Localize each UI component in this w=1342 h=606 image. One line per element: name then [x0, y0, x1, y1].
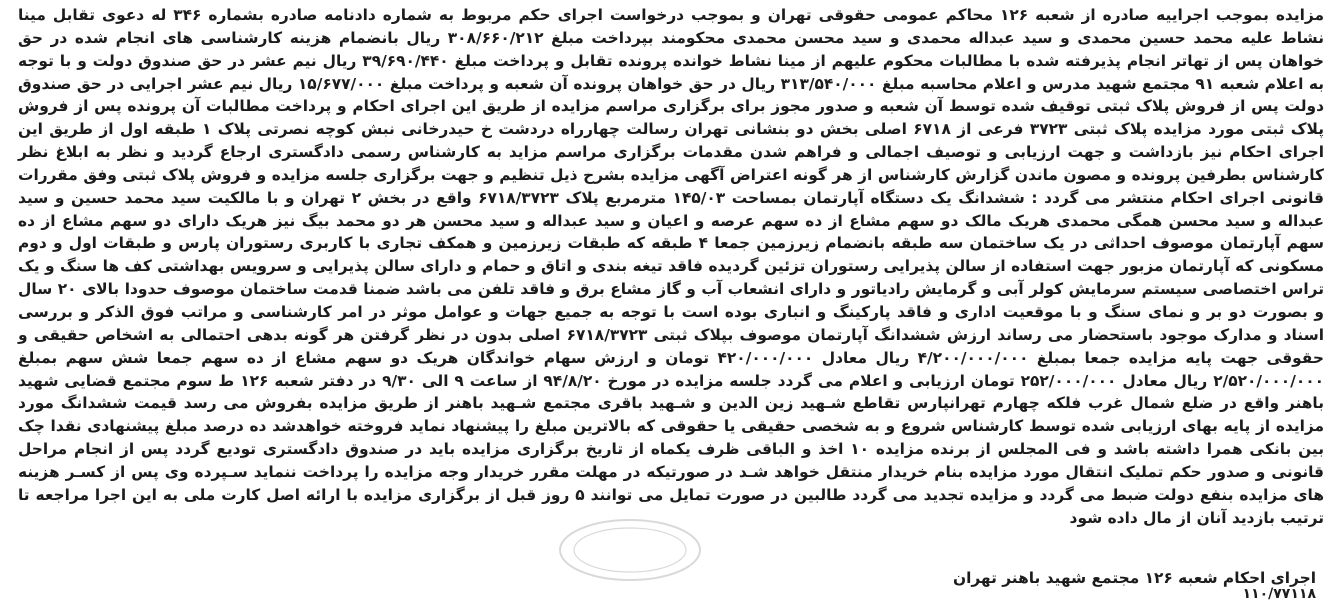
notice-body-text: مزایده بموجب اجراییه صادره از شعبه ۱۲۶ محاکم عمومی حقوقی تهران و بموجب درخواست اجرای حکم مربوط به شماره دادنامه صادره بشماره ۳۴۶ له دعوی تقابل مینا نشاط علیه محمد حسین محمدی و سید عبداله محمدی و سید محسن محمدی محکومند بپرداخت مبلغ ۳۰۸/۶۶۰/۲۱۲ ریال بانضمام هزینه کارشناسی های انجام شده در حق خواهان پس از تهاتر انجام پذیرفته شده با مطالبات محکوم علیهم از مینا نشاط خوانده پرونده تقابل و پرداخت مبلغ ۳۹/۶۹۰/۴۴۰ ریال نیم عشر در حق صندوق دولت و با توجه به اعلام شعبه ۹۱ مجتمع شهید مدرس و اعلام محاسبه مبلغ ۳۱۳/۵۴۰/۰۰۰ ریال در حق خواهان پرونده آن شعبه و پرداخت مبلغ ۱۵/۶۷۷/۰۰۰ ریال نیم عشر اجرایی در حق صندوق دولت پس از فروش پلاک ثبتی توقیف شده توسط آن شعبه و صدور مجوز برای برگزاری مراسم مزایده از طریق این اجرای احکام و پرداخت مطالبات آن پرونده پس از فروش پلاک ثبتی مورد مزایده پلاک ثبتی ۳۷۲۳ فرعی از ۶۷۱۸ اصلی بخش دو بنشانی تهران رسالت چهارراه دردشت خ حیدرخانی نبش کوچه نصرتی پلاک ۱ طبقه اول از طریق این اجرای احکام نیز بازداشت و جهت ارزیابی و توصیف اجمالی و فراهم شدن مقدمات برگزاری مراسم مزاید به کارشناس رسمی دادگستری ارجاع گردید و نظر به ابلاغ نظر کارشناس بطرفین پرونده و مصون ماندن گزارش کارشناس از هر گونه اعتراض آگهی مزایده بشرح ذیل تنظیم و جهت برگزاری جلسه مزایده و فروش پلاک ثبتی وفق مقررات قانونی اجرای احکام منتشر می گردد : ششدانگ یک دستگاه آپارتمان بمساحت ۱۴۵/۰۳ مترمربع پلاک ۶۷۱۸/۳۷۲۳ واقع در بخش ۲ تهران و با مالکیت سید محمد حسین و سید عبداله و سید محسن همگی محمدی هریک مالک دو سهم مشاع از ده سهم عرصه و اعیان و سید عبداله و سید محسن هر دو محمد بیگ نیز هریک دارای دو سهم مشاع از ده سهم آپارتمان موصوف احداثی در یک ساختمان سه طبقه بانضمام زیرزمین جمعا ۴ طبقه که طبقات زیرزمین و همکف تجاری با کاربری رستوران پارس و طبقات اول و دوم مسکونی که آپارتمان مزبور جهت استفاده از سالن پذیرایی رستوران تزئین گردیده فاقد تیغه بندی و اتاق و حمام و دارای سالن پذیرایی و سرویس بهداشتی کف ها سنگ و یک تراس اختصاصی سیستم سرمایش کولر آبی و گرمایش رادیاتور و دارای انشعاب آب و گاز مشاع برق و فاقد تلفن می باشد ضمنا قدمت ساختمان موصوف حدودا بالای ۲۰ سال و بصورت دو بر و نمای سنگ و با موقعیت اداری و فاقد پارکینگ و انباری بوده است با توجه به جمیع جهات و عوامل موثر در امر کارشناسی و مراتب فوق الذکر و بررسی اسناد و مدارک موجود باستحضار می رساند ارزش ششدانگ آپارتمان موصوف بپلاک ثبتی ۶۷۱۸/۳۷۲۳ اصلی بدون در نظر گرفتن هر گونه بدهی احتمالی به اشخاص حقیقی و حقوقی جهت پایه مزایده جمعا بمبلغ ۴/۲۰۰/۰۰۰/۰۰۰ ریال معادل ۴۲۰/۰۰۰/۰۰۰ تومان و ارزش سهام خواندگان هریک دو سهم مشاع از ده سهم جمعا شش سهم بمبلغ ۲/۵۲۰/۰۰۰/۰۰۰ ریال معادل ۲۵۲/۰۰۰/۰۰۰ تومان ارزیابی و اعلام می گردد جلسه مزایده در مورخ ۹۴/۸/۲۰ از ساعت ۹ الی ۹/۳۰ در دفتر شعبه ۱۲۶ ط سوم مجتمع قضایی شهید باهنر واقع در ضلع شمال غرب فلکه چهارم تهرانپارس تقاطع شـهید زین الدین و شـهید باقری مجتمع شـهید باهنر از طریق مزایده بفروش می رسد قیمت ششدانگ مورد مزایده از پایه بهای ارزیابی شده توسط کارشناس شروع و به شخصی حقیقی یا حقوقی که بالاترین مبلغ را پیشنهاد نماید فروخته خواهدشد ده درصد مبلغ پیشنهادی نقدا چک بین بانکی همرا داشته باشد و فی المجلس از برنده مزایده ۱۰ اخذ و الباقی ظرف یکماه از تاریخ برگزاری مزایده باید در صندوق دادگستری تودیع گردد پس از انجام مراحل قانونی و صدور حکم تملیک انتقال مورد مزایده بنام خریدار منتقل خواهد شـد در صورتیکه در مهلت مقرر خریدار وجه مزایده را پرداخت ننماید سـپرده وی پس از کسـر هزینه های مزایده بنفع دولت ضبط می گردد و مزایده تجدید می گردد طالبین در صورت تمایل می توانند ۵ روز قبل از برگزاری مزایده با ارائه اصل کارت ملی به این اجرا مراجعه تا ترتیب بازدید آنان از مال داده شود — [18, 6, 1325, 527]
auction-notice — [18, 4, 1324, 529]
notice-signature: اجرای احکام شعبه ۱۲۶ مجتمع شهید باهنر تهران — [952, 569, 1316, 587]
reference-number: ۱۱۰/۷۷۱۱۸ — [1242, 586, 1316, 602]
